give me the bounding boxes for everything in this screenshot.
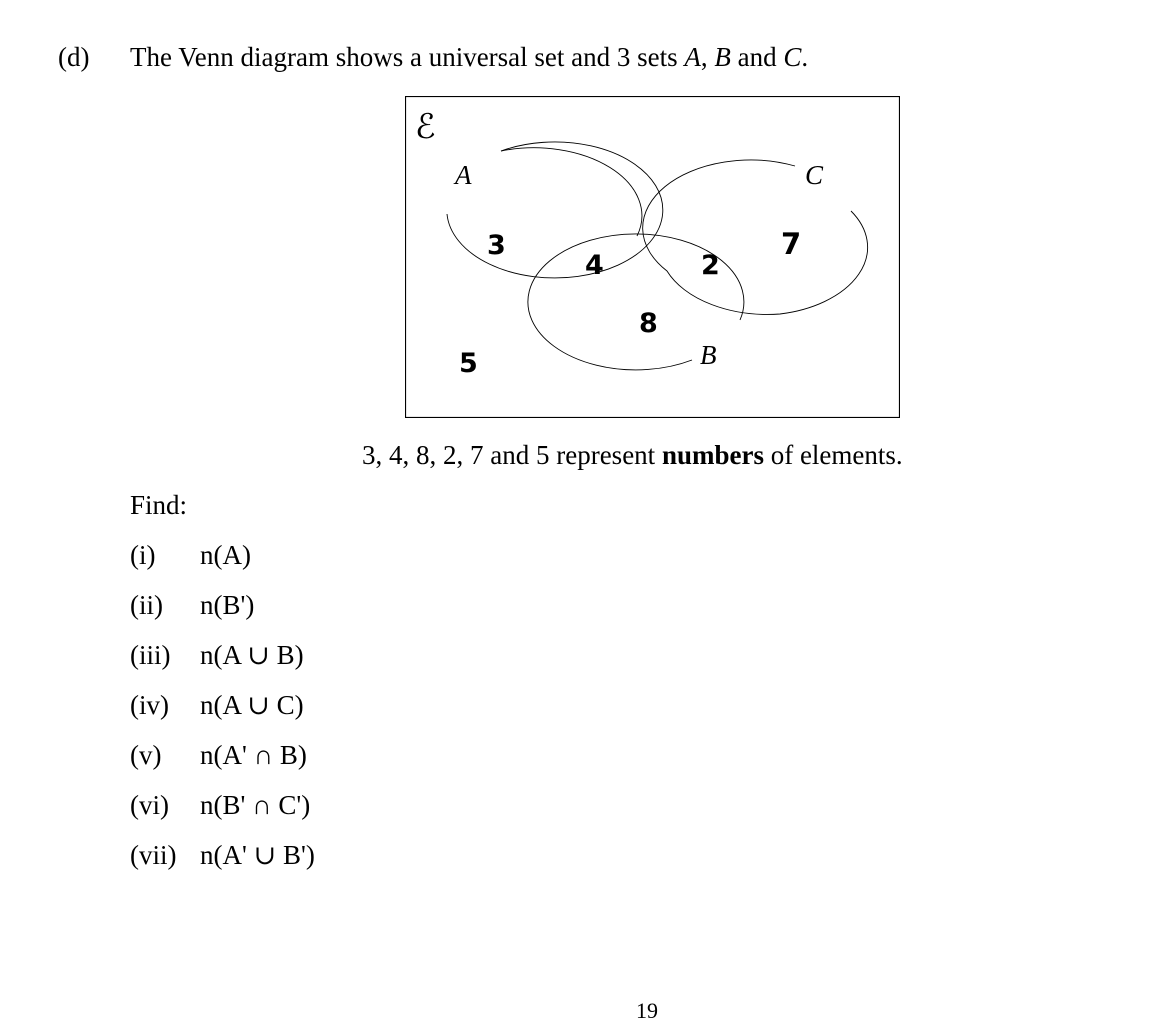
sub-question-number: (iii)	[130, 640, 171, 670]
universal-set-symbol: ℰ	[415, 107, 436, 147]
sub-question-number: (vi)	[130, 790, 169, 820]
sub-question-expression: n(A' ∩ B)	[200, 740, 307, 770]
sub-question-7	[130, 840, 315, 871]
stem-set-a: A	[684, 42, 701, 72]
set-a-arc	[501, 148, 642, 236]
stem-and: and	[730, 42, 784, 72]
sub-question-number: (v)	[130, 740, 162, 770]
venn-diagram	[405, 96, 900, 418]
sub-question-expression: n(A' ∪ B')	[200, 840, 315, 870]
sub-question-1	[130, 540, 251, 571]
caption-suffix: of elements.	[763, 440, 903, 470]
question-stem	[130, 42, 808, 73]
sub-question-2	[130, 590, 254, 621]
diagram-caption	[362, 440, 903, 471]
caption-bold: numbers	[661, 440, 764, 470]
sub-question-number: (i)	[130, 540, 156, 570]
stem-set-b: B	[714, 42, 731, 72]
region-b-only: 8	[639, 308, 658, 339]
region-a-and-b: 4	[585, 250, 604, 281]
region-b-and-c: 2	[701, 250, 720, 281]
caption-prefix: 3, 4, 8, 2, 7 and 5 represent	[362, 440, 662, 470]
sub-question-expression: n(A)	[200, 540, 251, 570]
sub-question-expression: n(A ∪ B)	[200, 640, 304, 670]
stem-comma: ,	[700, 42, 715, 72]
stem-period: .	[801, 42, 809, 72]
sub-question-expression: n(A ∪ C)	[200, 690, 304, 720]
part-label: (d)	[58, 42, 90, 72]
sub-question-3	[130, 640, 304, 671]
set-b-label: B	[700, 340, 717, 370]
page-number: 19	[636, 998, 658, 1023]
region-c-only: 7	[781, 227, 802, 261]
set-c-label: C	[805, 160, 824, 190]
set-c-ellipse	[643, 160, 868, 314]
region-a-only: 3	[487, 230, 506, 261]
sub-question-number: (vii)	[130, 840, 177, 870]
region-outside: 5	[459, 348, 478, 379]
sub-question-expression: n(B')	[200, 590, 255, 620]
sub-question-6	[130, 790, 310, 821]
stem-text: The Venn diagram shows a universal set and 3 sets	[130, 42, 685, 72]
find-label: Find:	[130, 490, 188, 520]
sub-question-4	[130, 690, 304, 721]
sub-question-number: (iv)	[130, 690, 169, 720]
sub-question-number: (ii)	[130, 590, 163, 620]
set-a-label: A	[455, 160, 472, 190]
sub-question-expression: n(B' ∩ C')	[200, 790, 311, 820]
stem-set-c: C	[783, 42, 802, 72]
sub-question-5	[130, 740, 307, 771]
set-a-ellipse	[447, 142, 663, 278]
